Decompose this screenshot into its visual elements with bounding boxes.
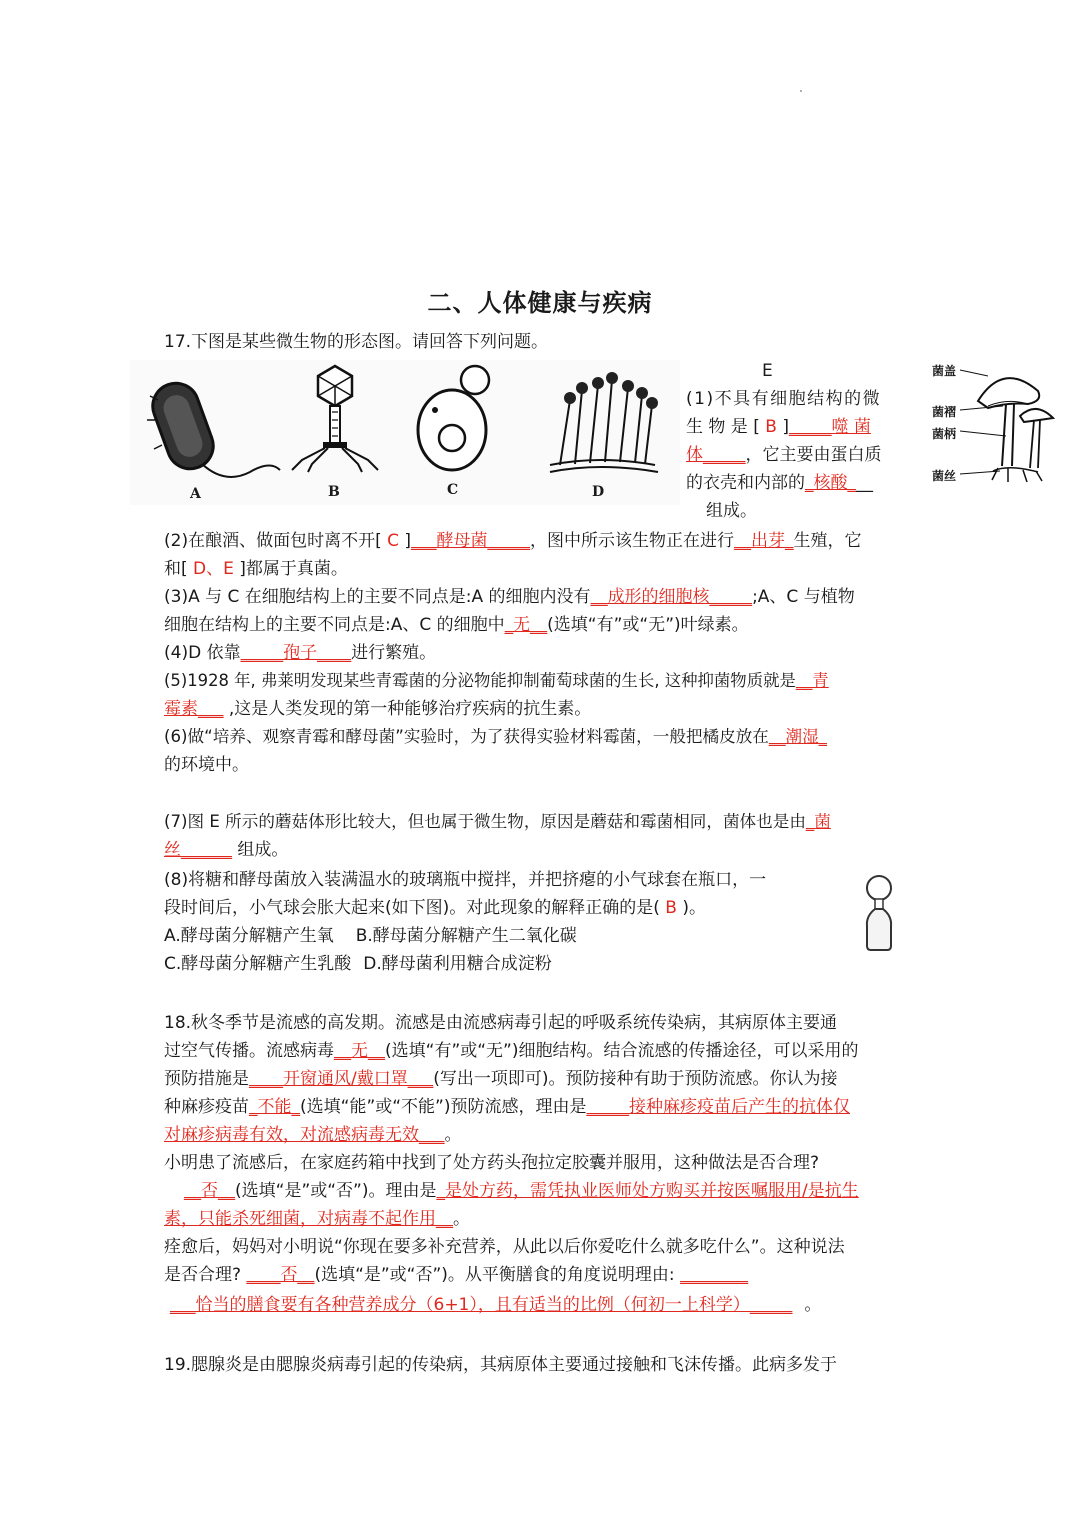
q17-8-line1: (8)将糖和酵母菌放入装满温水的玻璃瓶中搅拌，并把挤瘪的小气球套在瓶口，一: [164, 870, 767, 890]
q18-text: 。: [444, 1125, 462, 1145]
q17-4-text: 进行繁殖。: [351, 643, 437, 663]
q18-line4: [164, 1093, 850, 1121]
q17-1-line1: (1)不具有细胞结构的微: [686, 389, 882, 409]
q17-8-options-cd: [164, 950, 552, 978]
q17-8-text: )。: [682, 898, 707, 918]
fig-label-c: C: [447, 482, 459, 498]
q17-2-line1: [164, 527, 862, 555]
q17-1-text: ，它主要由蛋白质: [745, 445, 882, 465]
fig-label-b: B: [328, 484, 340, 500]
q17-5-line1: [164, 667, 829, 695]
q17-2-answer-letter: C: [381, 531, 405, 551]
scan-speck: [800, 90, 802, 92]
q17-8-options-ab: [164, 922, 577, 950]
q17-1-line2: [686, 413, 871, 441]
q18-line1: 18.秋冬季节是流感的高发期。流感是由流感病毒引起的呼吸系统传染病，其病原体主要通: [164, 1013, 838, 1033]
q17-3-answer-nucleus: __成形的细胞核_____: [590, 587, 753, 607]
q17-8-text: 段时间后，小气球会胀大起来(如下图)。对此现象的解释正确的是(: [164, 898, 660, 918]
q18-line8: [164, 1205, 470, 1233]
q18-text: (选填“有”或“无”)细胞结构。结合流感的传播途径，可以采用的: [385, 1041, 859, 1061]
q17-1-line5: 组成。: [706, 501, 757, 521]
q18-answer-blank: ________: [680, 1265, 749, 1285]
q17-2-text: (2)在酿酒、做面包时离不开[: [164, 531, 382, 551]
q17-1-line4: [686, 469, 873, 497]
q17-6-line1: [164, 723, 827, 751]
q17-2-text: 生殖，它: [793, 531, 862, 551]
q17-8-option-b: B.酵母菌分解糖产生二氧化碳: [355, 926, 577, 946]
q18-line10: [164, 1261, 748, 1289]
q17-4-line: [164, 639, 436, 667]
q19-line1: 19.腮腺炎是由腮腺炎病毒引起的传染病，其病原体主要通过接触和飞沫传播。此病多发于: [164, 1355, 838, 1375]
q18-answer-diet: ___恰当的膳食要有各种营养成分（6+1），且有适当的比例（何初一上科学）_____: [170, 1295, 793, 1315]
q17-3-answer-none: _无__: [504, 615, 548, 635]
q17-8-answer-b: B: [659, 898, 683, 918]
q17-3-text: 细胞在结构上的主要不同点是:A、C 的细胞中: [164, 615, 505, 635]
mushroom-hyphae-label: 菌丝: [932, 469, 957, 483]
q17-2-answer-yeast: ___酵母菌_____: [411, 531, 531, 551]
q18-answer-no: __否__: [184, 1181, 235, 1201]
q17-5-text: (5)1928 年, 弗莱明发现某些青霉菌的分泌物能抑制葡萄球菌的生长, 这种抑菌物质就是: [164, 671, 796, 690]
mushroom-stem-label: 菌柄: [932, 427, 957, 441]
fig-label-a: A: [190, 486, 201, 502]
q18-line6: 小明患了流感后，在家庭药箱中找到了处方药头孢拉定胶囊并服用，这种做法是否合理?: [164, 1153, 820, 1173]
q17-7-answer-hyphae-cont: 丝______: [164, 840, 232, 860]
q18-answer-cannot: _不能_: [249, 1097, 300, 1117]
q18-text: 。: [804, 1295, 822, 1315]
q18-answer-no-cell: __无__: [334, 1041, 385, 1061]
q18-answer-prescription-cont: 素，只能杀死细菌，对病毒不起作用__: [164, 1209, 453, 1229]
q17-5-text: ,这是人类发现的第一种能够治疗疾病的抗生素。: [223, 699, 592, 719]
q18-text: (选填“是”或“否”)。从平衡膳食的角度说明理由:: [314, 1265, 675, 1285]
q17-3-line1: [164, 583, 855, 611]
q18-line2: [164, 1037, 859, 1065]
q17-8-line2: [164, 894, 706, 922]
q17-2-answer-budding: __出芽_: [734, 531, 794, 551]
fig-label-d: D: [592, 484, 605, 500]
q18-text: (选填“能”或“不能”)预防流感，理由是: [300, 1097, 587, 1117]
q18-text: 是否合理?: [164, 1265, 242, 1285]
q17-5-answer-penicillin: __青: [795, 671, 829, 690]
q18-text: (写出一项即可)。预防接种有助于预防流感。你认为接: [433, 1069, 838, 1089]
q18-answer-no-2: ____否__: [246, 1265, 315, 1285]
q17-5-line2: [164, 695, 591, 723]
q17-3-text: (选填“有”或“无”)叶绿素。: [547, 615, 749, 635]
q17-1-answer-nucleic: _核酸_: [805, 473, 856, 493]
q18-text: 。: [453, 1209, 470, 1229]
q17-6-line2: 的环境中。: [164, 755, 249, 775]
q18-text: 过空气传播。流感病毒: [164, 1041, 334, 1061]
q17-4-text: (4)D 依靠: [164, 643, 241, 663]
fig-label-e: E: [762, 361, 773, 381]
q18-text: 种麻疹疫苗: [164, 1097, 249, 1117]
q17-7-line1: [164, 808, 831, 836]
q18-answer-reason: _____接种麻疹疫苗后产生的抗体仅: [586, 1097, 850, 1117]
q17-8-option-d: D.酵母菌利用糖合成淀粉: [363, 954, 552, 974]
q17-1-answer-name: _____噬 菌: [788, 417, 871, 437]
q17-2-line2: [164, 555, 348, 583]
q18-line9: 痊愈后，妈妈对小明说“你现在要多补充营养，从此以后你爱吃什么就多吃什么”。这种说法: [164, 1237, 845, 1257]
mushroom-cap-label: 菌盖: [932, 364, 957, 378]
q17-2-answer-fungi: D、E: [187, 559, 240, 579]
q18-line7: [184, 1177, 859, 1205]
q18-answer-prevention: ____开窗通风/戴口罩___: [249, 1069, 434, 1089]
q17-1-line3: [686, 441, 882, 469]
q17-5-answer-penicillin-cont: 霉素___: [164, 699, 224, 719]
q18-answer-prescription: _是处方药，需凭执业医师处方购买并按医嘱服用/是抗生: [436, 1181, 859, 1201]
q17-6-answer-humid: __潮湿_: [768, 727, 827, 746]
q17-8-option-a: A.酵母菌分解糖产生氧: [164, 926, 334, 946]
mushroom-gill-label: 菌褶: [932, 405, 957, 419]
bottle-balloon-drawing: [856, 874, 902, 954]
q18-answer-reason-cont: 对麻疹病毒有效，对流感病毒无效___: [164, 1125, 445, 1145]
q17-7-answer-hyphae: _菌: [805, 812, 831, 831]
q17-7-text: (7)图 E 所示的蘑菇体形比较大，但也属于微生物，原因是蘑菇和霉菌相同，菌体也是由: [164, 812, 806, 831]
q17-1-text: 生 物 是 [: [686, 417, 760, 437]
q17-2-text: ]: [404, 531, 412, 551]
section-title: 二、人体健康与疾病: [427, 289, 653, 317]
q17-1-answer-name-cont: 体_____: [686, 445, 746, 465]
q17-3-line2: [164, 611, 749, 639]
q17-stem: 17.下图是某些微生物的形态图。请回答下列问题。: [164, 332, 549, 352]
q17-2-text: ，图中所示该生物正在进行: [530, 531, 735, 551]
q17-1-text: 的衣壳和内部的: [686, 473, 805, 493]
q17-7-text: 组成。: [232, 840, 289, 860]
q17-2-text: 和[: [164, 559, 188, 579]
q17-3-text: (3)A 与 C 在细胞结构上的主要不同点是:A 的细胞内没有: [164, 587, 591, 607]
q18-text: 预防措施是: [164, 1069, 249, 1089]
q17-7-line2: [164, 836, 288, 864]
q17-4-answer-spore: _____孢子____: [240, 643, 352, 663]
q17-1-answer-letter: B: [759, 417, 783, 437]
q18-line11: [170, 1291, 821, 1319]
q18-text: (选填“是”或“否”)。理由是: [235, 1181, 437, 1201]
q18-line3: [164, 1065, 838, 1093]
q17-8-option-c: C.酵母菌分解糖产生乳酸: [164, 954, 352, 974]
q17-1-bracket: ]: [782, 417, 789, 437]
q17-2-text: ]都属于真菌。: [239, 559, 348, 579]
q17-1-text: __: [856, 473, 873, 493]
q18-line5: [164, 1121, 462, 1149]
q17-6-text: (6)做“培养、观察青霉和酵母菌”实验时，为了获得实验材料霉菌，一般把橘皮放在: [164, 727, 769, 746]
q17-3-text: ;A、C 与植物: [752, 587, 855, 607]
